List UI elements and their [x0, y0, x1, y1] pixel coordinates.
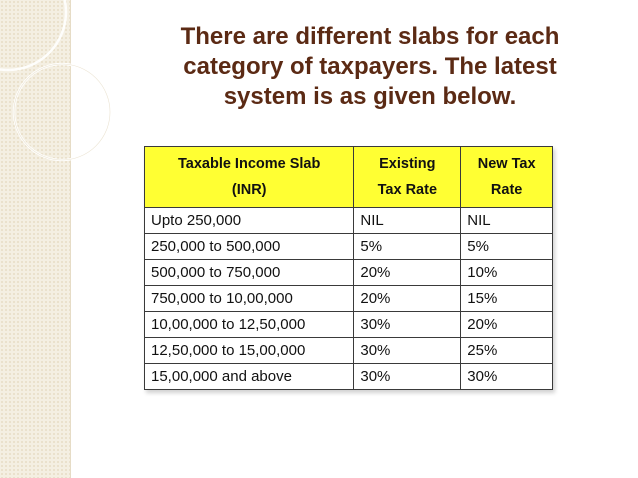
existing-rate-cell: 20% [354, 260, 461, 286]
income-slab-cell: 12,50,000 to 15,00,000 [145, 338, 354, 364]
new-rate-cell: 10% [461, 260, 553, 286]
new-rate-cell: 30% [461, 364, 553, 390]
table-row [145, 364, 553, 390]
existing-rate-cell: 5% [354, 234, 461, 260]
existing-rate-cell: 30% [354, 312, 461, 338]
existing-rate-cell: NIL [354, 208, 461, 234]
new-rate-cell: 25% [461, 338, 553, 364]
existing-rate-cell: 30% [354, 364, 461, 390]
header-new-rate-line-1: New Tax [477, 156, 536, 172]
header-existing-rate-line-2: Tax Rate [377, 182, 438, 198]
table-row [145, 312, 553, 338]
header-income-slab [145, 147, 354, 208]
existing-rate-cell: 30% [354, 338, 461, 364]
table-row [145, 208, 553, 234]
decorative-circles [0, 0, 140, 200]
table-row [145, 286, 553, 312]
header-income-slab-line-1: Taxable Income Slab [177, 156, 321, 172]
table-row [145, 260, 553, 286]
title-line-3: system is as given below. [223, 83, 517, 110]
income-slab-cell: 15,00,000 and above [145, 364, 354, 390]
header-new-rate-line-2: Rate [490, 182, 523, 198]
income-slab-cell: 750,000 to 10,00,000 [145, 286, 354, 312]
income-slab-cell: 500,000 to 750,000 [145, 260, 354, 286]
existing-rate-cell: 20% [354, 286, 461, 312]
header-existing-rate-line-1: Existing [379, 156, 436, 172]
header-new-rate [461, 147, 553, 208]
new-rate-cell: 15% [461, 286, 553, 312]
new-rate-cell: 5% [461, 234, 553, 260]
title-line-1: There are different slabs for each [180, 23, 560, 50]
tax-slab-table [144, 146, 553, 390]
income-slab-cell: 250,000 to 500,000 [145, 234, 354, 260]
table-row [145, 234, 553, 260]
table-header-row [145, 147, 553, 208]
header-existing-rate [354, 147, 461, 208]
slide-title [140, 22, 600, 112]
income-slab-cell: 10,00,000 to 12,50,000 [145, 312, 354, 338]
title-line-2: category of taxpayers. The latest [183, 53, 557, 80]
header-income-slab-line-2: (INR) [231, 182, 267, 198]
new-rate-cell: NIL [461, 208, 553, 234]
income-slab-cell: Upto 250,000 [145, 208, 354, 234]
new-rate-cell: 20% [461, 312, 553, 338]
table-row [145, 338, 553, 364]
